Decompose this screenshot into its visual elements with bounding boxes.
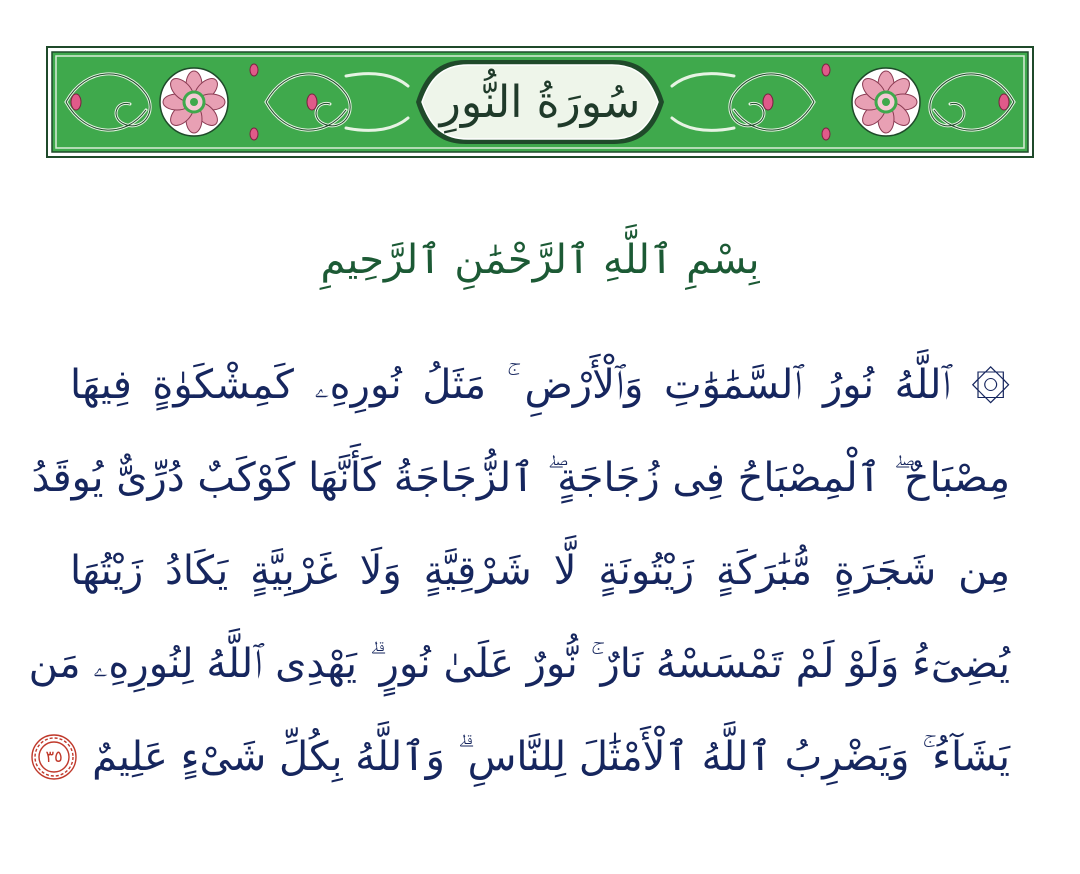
verse-line-text: مِن شَجَرَةٍ مُّبَٰرَكَةٍ زَيْتُونَةٍ لَّا شَرْقِيَّةٍ وَلَا غَرْبِيَّةٍ يَكَادُ زَيْتُهَا xyxy=(70,547,1010,594)
verse-text xyxy=(28,338,1010,803)
verse-line xyxy=(28,617,1010,710)
verse-line xyxy=(31,431,1010,524)
basmala: بِسْمِ ٱللَّهِ ٱلرَّحْمَٰنِ ٱلرَّحِيمِ xyxy=(320,237,760,283)
surah-title: سُورَةُ النُّورِ xyxy=(439,76,641,128)
verse-line-text: مِصْبَاحٌ ۖ ٱلْمِصْبَاحُ فِى زُجَاجَةٍ ۖ ٱلزُّجَاجَةُ كَأَنَّهَا كَوْكَبٌ دُرِّىٌّ يُوقَدُ xyxy=(31,454,1010,501)
ayah-end-marker xyxy=(30,733,78,781)
verse-line xyxy=(45,710,1010,803)
ayah-number: ٣٥ xyxy=(45,747,63,766)
verse-line-text: يَشَآءُ ۚ وَيَضْرِبُ ٱللَّهُ ٱلْأَمْثَٰلَ لِلنَّاسِ ۗ وَٱللَّهُ بِكُلِّ شَىْءٍ عَلِيمٌ xyxy=(92,733,1010,780)
surah-header-banner xyxy=(46,46,1034,158)
left-rosette-icon xyxy=(160,68,228,136)
verse-line xyxy=(70,524,1010,617)
verse-line xyxy=(70,338,1010,431)
right-rosette-icon xyxy=(852,68,920,136)
verse-line-text: ۞ ٱللَّهُ نُورُ ٱلسَّمَٰوَٰتِ وَٱلْأَرْضِ ۚ مَثَلُ نُورِهِۦ كَمِشْكَوٰةٍ فِيهَا xyxy=(70,361,1010,408)
verse-line-text: يُضِىٓءُ وَلَوْ لَمْ تَمْسَسْهُ نَارٌ ۚ نُّورٌ عَلَىٰ نُورٍ ۗ يَهْدِى ٱللَّهُ لِنُورِهِۦ مَن xyxy=(28,640,1010,687)
